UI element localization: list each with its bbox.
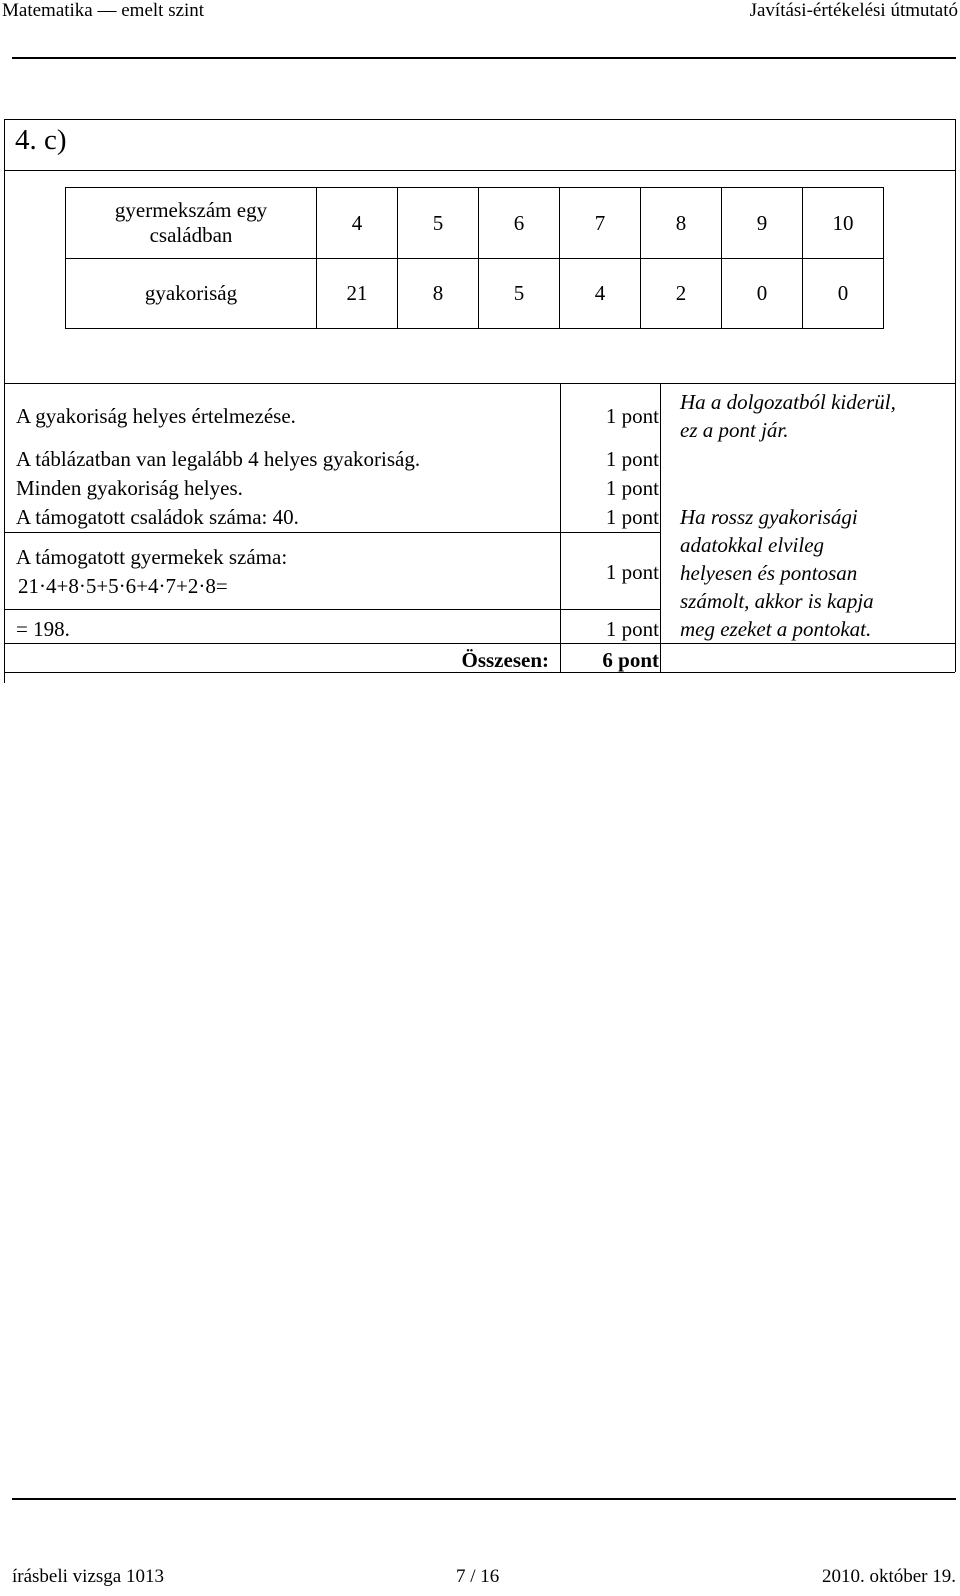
- criterion-text: A gyakoriság helyes értelmezése.: [16, 404, 296, 428]
- page-header: [0, 0, 960, 28]
- grid-line: [4, 643, 955, 644]
- table-cell: 4: [317, 188, 398, 259]
- task-title-divider: [5, 170, 955, 171]
- table-cell: 2: [641, 259, 722, 329]
- grid-line: [4, 532, 660, 533]
- table-cell: 0: [722, 259, 803, 329]
- criterion-text: Minden gyakoriság helyes.: [16, 476, 243, 500]
- table-cell: 10: [803, 188, 884, 259]
- footer-rule: [12, 1498, 956, 1500]
- header-doc-type: Javítási-értékelési útmutató: [749, 0, 958, 21]
- task-title: 4. c): [15, 124, 67, 156]
- points-value: 1 pont: [605, 505, 659, 529]
- criterion-text: A támogatott családok száma: 40.: [16, 505, 299, 529]
- grid-line: [660, 384, 661, 672]
- table-cell: 4: [560, 259, 641, 329]
- table-cell: 6: [479, 188, 560, 259]
- row-label-frequency: gyakoriság: [66, 259, 317, 329]
- grid-line: [4, 384, 5, 683]
- table-cell: 0: [803, 259, 884, 329]
- formula: 21·4+8·5+5·6+4·7+2·8=: [18, 574, 228, 598]
- footer-exam-id: írásbeli vizsga 1013: [12, 1566, 164, 1587]
- points-value: 1 pont: [605, 447, 659, 471]
- table-cell: 5: [398, 188, 479, 259]
- criterion-text: = 198.: [16, 617, 70, 641]
- points-value: 1 pont: [605, 560, 659, 584]
- table-cell: 8: [398, 259, 479, 329]
- task-section: [4, 119, 956, 384]
- table-row: [66, 259, 884, 329]
- points-value: 1 pont: [605, 617, 659, 641]
- table-row: [66, 188, 884, 259]
- total-label: Összesen:: [461, 648, 549, 672]
- grid-line: [955, 384, 956, 672]
- criterion-text: A táblázatban van legalább 4 helyes gyakoriság.: [16, 447, 421, 471]
- table-cell: 21: [317, 259, 398, 329]
- header-rule: [12, 57, 956, 59]
- grid-line: [4, 609, 660, 610]
- frequency-table: [65, 187, 884, 329]
- points-value: 1 pont: [605, 404, 659, 428]
- grading-table: [4, 384, 956, 683]
- remark-note: Ha rossz gyakorisági adatokkal elvileg helyesen és pontosan számolt, akkor is kapja meg ezeket a pontokat.: [680, 505, 874, 641]
- total-points: 6 pont: [602, 648, 659, 672]
- remark-note: Ha a dolgozatból kiderül, ez a pont jár.: [680, 390, 896, 442]
- table-cell: 9: [722, 188, 803, 259]
- points-value: 1 pont: [605, 476, 659, 500]
- table-cell: 7: [560, 188, 641, 259]
- criterion-text: A támogatott gyermekek száma:: [16, 545, 288, 569]
- page-number: 7 / 16: [456, 1566, 500, 1587]
- row-label-children: gyermekszám egy családban: [66, 188, 317, 259]
- footer-date: 2010. október 19.: [821, 1566, 956, 1587]
- header-subject: Matematika — emelt szint: [2, 0, 205, 21]
- table-cell: 8: [641, 188, 722, 259]
- table-cell: 5: [479, 259, 560, 329]
